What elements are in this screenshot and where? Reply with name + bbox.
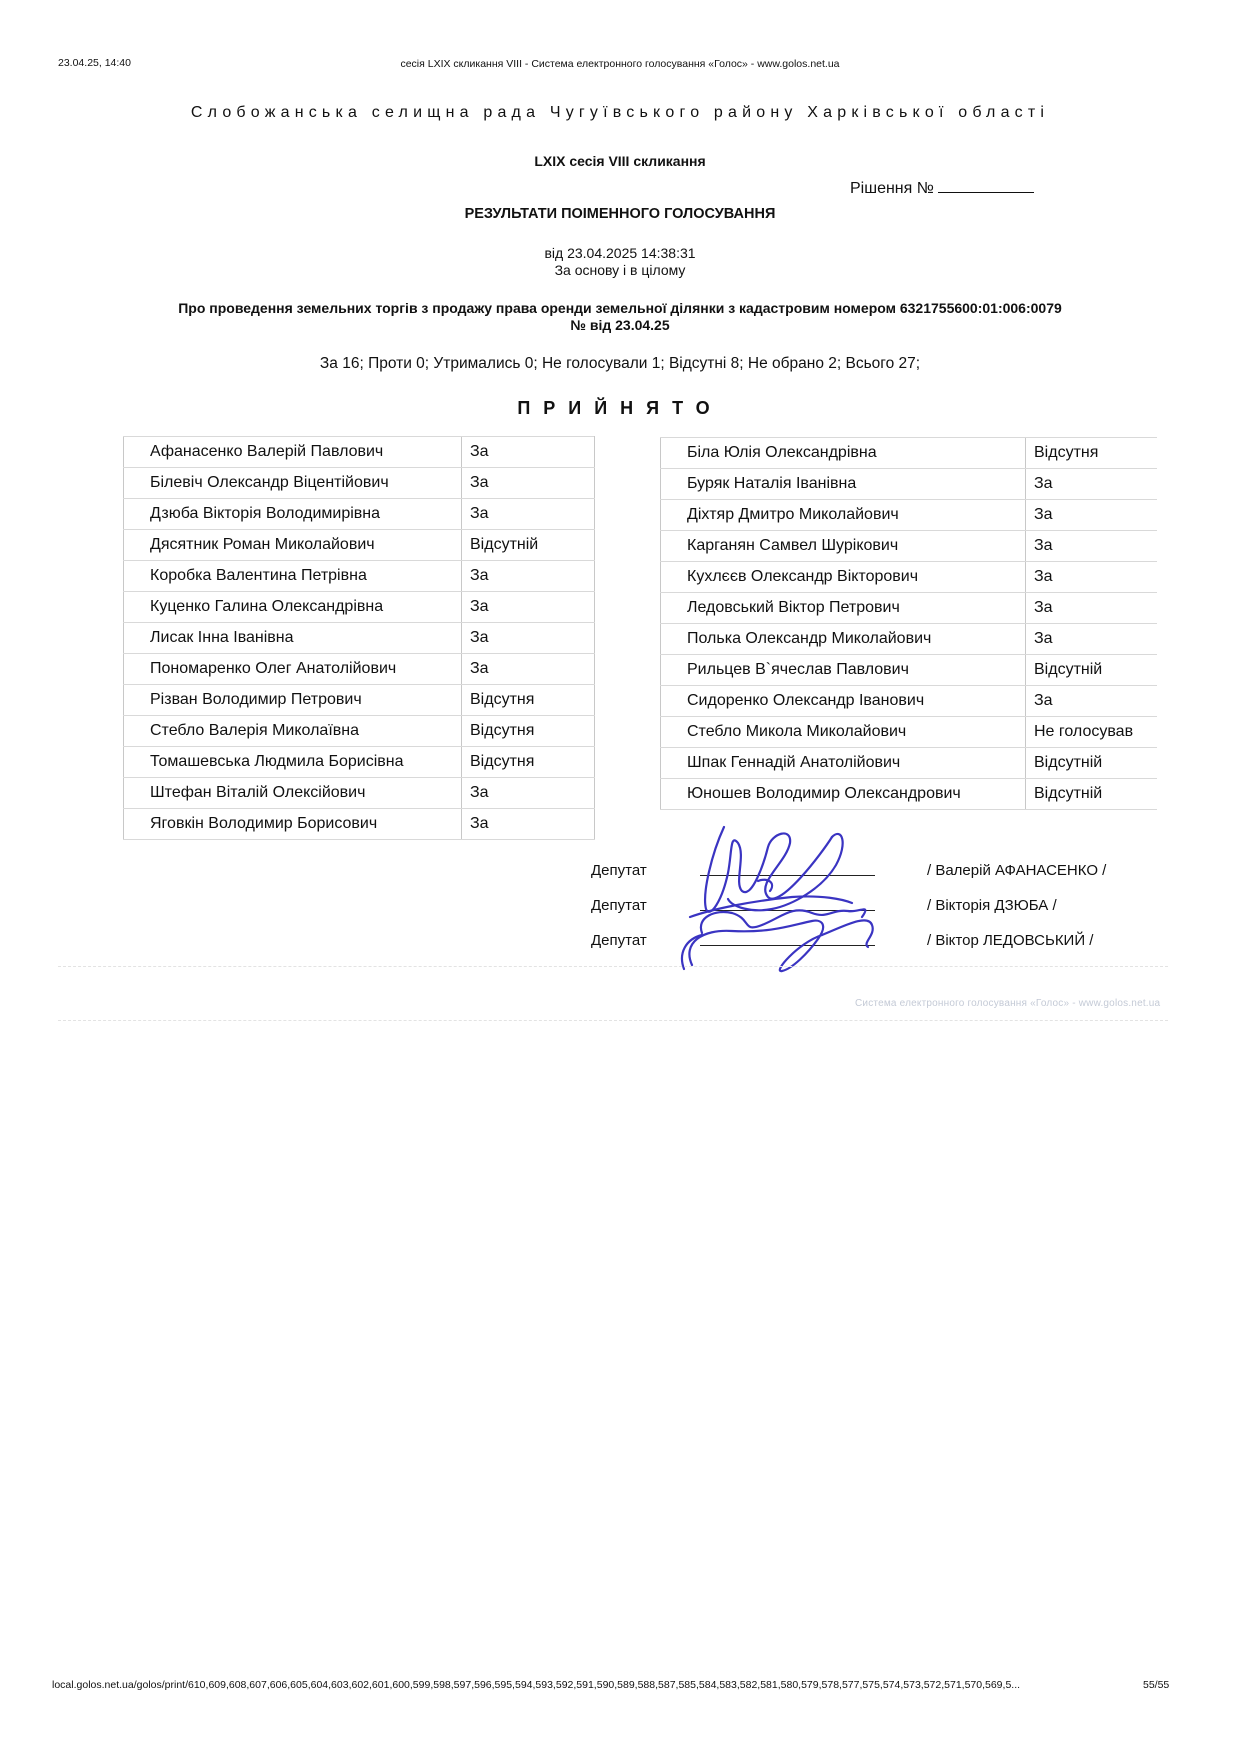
table-row — [124, 437, 595, 468]
deputy-vote: За — [462, 654, 595, 685]
page-separator — [58, 1020, 1168, 1021]
deputy-vote: За — [462, 437, 595, 468]
table-row — [124, 592, 595, 623]
deputy-name: Дясятник Роман Миколайович — [124, 530, 462, 561]
session-title: LXIX сесія VIII скликання — [534, 153, 706, 169]
table-row — [124, 530, 595, 561]
deputy-name: Афанасенко Валерій Павлович — [124, 437, 462, 468]
decision-number — [850, 178, 1034, 198]
decision-label: Рішення № — [850, 180, 934, 197]
deputy-vote: За — [462, 592, 595, 623]
vote-date: від 23.04.2025 14:38:31 — [544, 245, 696, 261]
deputy-name: Ледовський Віктор Петрович — [661, 593, 1026, 624]
votes-table-left — [123, 436, 595, 840]
table-row — [124, 778, 595, 809]
council-name: Слобожанська селищна рада Чугуївського району Харківської області — [190, 104, 1050, 121]
vote-date-block — [0, 245, 1240, 279]
deputy-vote: За — [462, 778, 595, 809]
deputy-name: Сидоренко Олександр Іванович — [661, 686, 1026, 717]
table-row — [124, 685, 595, 716]
table-row — [124, 468, 595, 499]
deputy-vote: За — [1026, 469, 1158, 500]
deputy-name: Куценко Галина Олександрівна — [124, 592, 462, 623]
decision-blank-line — [938, 178, 1034, 193]
deputy-vote: Відсутній — [1026, 779, 1158, 810]
table-row — [124, 499, 595, 530]
deputy-vote: За — [462, 809, 595, 840]
deputy-vote: Відсутня — [1026, 438, 1158, 469]
subject-block — [0, 300, 1240, 334]
handwritten-signatures — [672, 813, 912, 983]
deputy-name: Стебло Микола Миколайович — [661, 717, 1026, 748]
table-row — [661, 438, 1158, 469]
deputy-vote: За — [1026, 624, 1158, 655]
deputy-name: Білевіч Олександр Віцентійович — [124, 468, 462, 499]
deputy-name: Коробка Валентина Петрівна — [124, 561, 462, 592]
deputy-name: Буряк Наталія Іванівна — [661, 469, 1026, 500]
signatory-role: Депутат — [591, 897, 647, 914]
table-row — [661, 624, 1158, 655]
deputy-vote: Відсутній — [1026, 748, 1158, 779]
votes-table-right — [660, 437, 1157, 810]
deputy-name: Рильцев В`ячеслав Павлович — [661, 655, 1026, 686]
vote-summary: За 16; Проти 0; Утримались 0; Не голосували 1; Відсутні 8; Не обрано 2; Всього 27; — [319, 355, 921, 372]
deputy-vote: За — [462, 561, 595, 592]
deputy-vote: Не голосував — [1026, 717, 1158, 748]
signatory-role: Депутат — [591, 862, 647, 879]
table-row — [124, 809, 595, 840]
deputy-name: Різван Володимир Петрович — [124, 685, 462, 716]
table-row — [124, 654, 595, 685]
deputy-vote: Відсутній — [1026, 655, 1158, 686]
deputy-vote: За — [1026, 562, 1158, 593]
deputy-vote: За — [1026, 531, 1158, 562]
deputy-vote: За — [1026, 500, 1158, 531]
deputy-name: Діхтяр Дмитро Миколайович — [661, 500, 1026, 531]
deputy-vote: За — [462, 499, 595, 530]
table-row — [124, 716, 595, 747]
deputy-name: Шпак Геннадій Анатолійович — [661, 748, 1026, 779]
deputy-name: Біла Юлія Олександрівна — [661, 438, 1026, 469]
deputy-name: Пономаренко Олег Анатолійович — [124, 654, 462, 685]
deputy-name: Штефан Віталій Олексійович — [124, 778, 462, 809]
deputy-vote: За — [1026, 593, 1158, 624]
deputy-name: Лисак Інна Іванівна — [124, 623, 462, 654]
results-title: РЕЗУЛЬТАТИ ПОІМЕННОГО ГОЛОСУВАННЯ — [464, 206, 776, 222]
deputy-vote: За — [1026, 686, 1158, 717]
table-row — [124, 747, 595, 778]
print-header-title: сесія LXIX скликання VIII - Система електронного голосування «Голос» - www.golos.net.ua — [400, 58, 840, 70]
system-footer: Система електронного голосування «Голос» - www.golos.net.ua — [855, 998, 1161, 1009]
print-url: local.golos.net.ua/golos/print/610,609,608,607,606,605,604,603,602,601,600,599,598,597,596,595,594,593,592,591,590,589,588,587,585,584,583,582,581,580,579,578,577,575,574,573,572,571,570,569,5... — [52, 1679, 1021, 1691]
deputy-name: Полька Олександр Миколайович — [661, 624, 1026, 655]
vote-type: За основу і в цілому — [554, 262, 686, 278]
print-timestamp: 23.04.25, 14:40 — [58, 57, 131, 69]
subject-title: Про проведення земельних торгів з продажу права оренди земельної ділянки з кадастровим номером 6321755600:01:006:0079 — [178, 300, 1062, 316]
subject-number: № від 23.04.25 — [570, 317, 670, 333]
table-row — [661, 469, 1158, 500]
table-row — [661, 779, 1158, 810]
deputy-vote: Відсутня — [462, 685, 595, 716]
signatory-role: Депутат — [591, 932, 647, 949]
outcome-label: ПРИЙНЯТО — [517, 398, 723, 418]
deputy-vote: Відсутній — [462, 530, 595, 561]
deputy-name: Кухлєєв Олександр Вікторович — [661, 562, 1026, 593]
table-row — [661, 531, 1158, 562]
table-row — [661, 593, 1158, 624]
table-row — [661, 686, 1158, 717]
signatory-name: / Віктор ЛЕДОВСЬКИЙ / — [927, 932, 1094, 949]
deputy-vote: Відсутня — [462, 716, 595, 747]
deputy-vote: Відсутня — [462, 747, 595, 778]
table-row — [661, 655, 1158, 686]
page-number: 55/55 — [1143, 1679, 1170, 1691]
table-row — [124, 623, 595, 654]
signatory-name: / Валерій АФАНАСЕНКО / — [927, 862, 1107, 879]
table-row — [661, 717, 1158, 748]
deputy-name: Юношев Володимир Олександрович — [661, 779, 1026, 810]
deputy-name: Дзюба Вікторія Володимирівна — [124, 499, 462, 530]
deputy-vote: За — [462, 468, 595, 499]
signatory-name: / Вікторія ДЗЮБА / — [927, 897, 1057, 914]
table-row — [661, 562, 1158, 593]
deputy-name: Стебло Валерія Миколаївна — [124, 716, 462, 747]
deputy-name: Томашевська Людмила Борисівна — [124, 747, 462, 778]
table-row — [661, 500, 1158, 531]
deputy-name: Карганян Самвел Шурікович — [661, 531, 1026, 562]
page-separator — [58, 966, 1168, 967]
table-row — [661, 748, 1158, 779]
deputy-name: Яговкін Володимир Борисович — [124, 809, 462, 840]
deputy-vote: За — [462, 623, 595, 654]
table-row — [124, 561, 595, 592]
